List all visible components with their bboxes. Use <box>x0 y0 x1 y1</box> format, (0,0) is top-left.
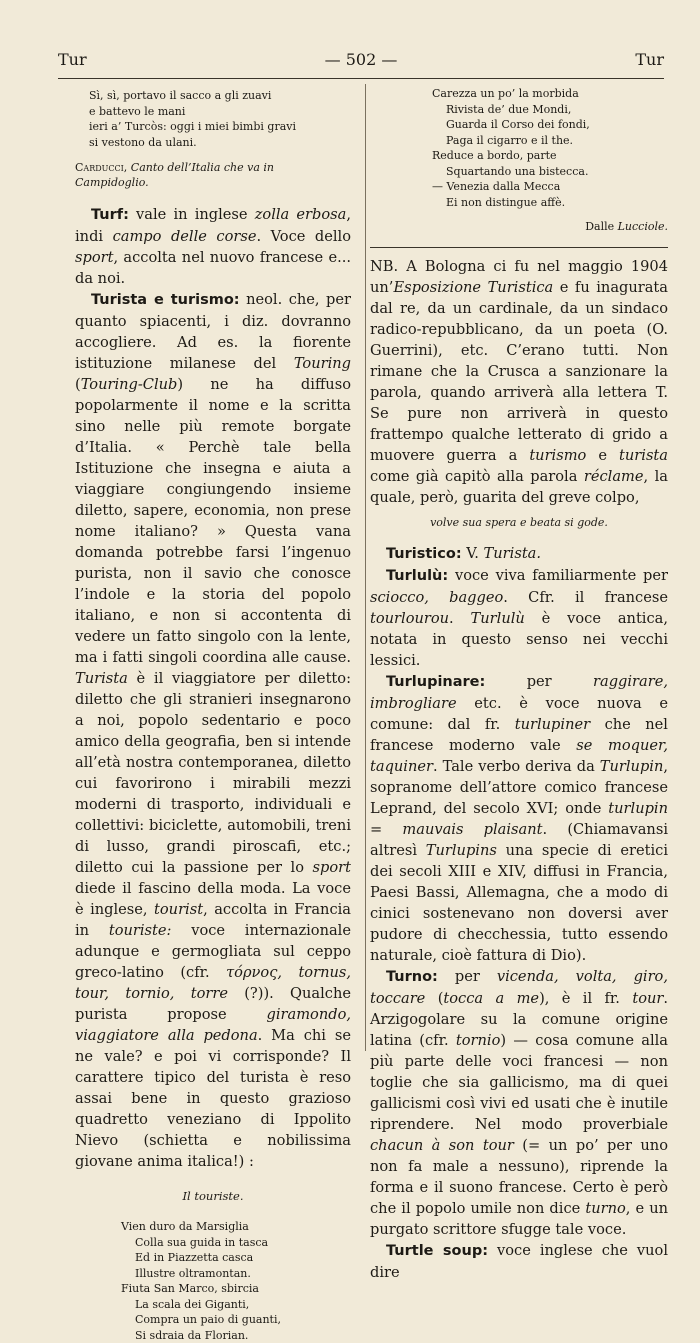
entry-text: per <box>438 968 497 985</box>
entry-text: è voce antica, notata in questo senso nei vecchi lessici. <box>370 610 668 669</box>
poem-line: Compra un paio di guanti, <box>121 1312 351 1328</box>
page-number: — 502 — <box>58 50 664 69</box>
entry-italic: vicenda, volta, giro, toccare <box>370 968 668 1007</box>
entry-italic: se moquer, taquiner <box>370 737 668 775</box>
entry-italic: tocca a me <box>443 990 539 1007</box>
entry-text: . Tale verbo deriva da <box>433 758 600 775</box>
entry-text: una specie di eretici dei secoli XIII e XIV, diffusi in Francia, Paesi Bassi, Allemagna, che a modo di cinici sostenevano non doversi aver pudore di checchessia, tutto essendo naturale, cioè fattura di Dio). <box>370 842 668 964</box>
poem-source-title: Lucciole. <box>618 220 668 233</box>
poem-nievo-continued <box>432 86 668 210</box>
poem-line: — Venezia dalla Mecca <box>432 179 668 195</box>
entry-text: neol. che, per quanto spiacenti, i diz. dovranno accogliere. Ad es. la fiorente istituzione milanese del <box>75 291 351 372</box>
headword: Turno: <box>386 969 438 985</box>
entry-text: come già capitò alla parola <box>370 468 584 485</box>
entry-italic: tornio <box>456 1032 500 1049</box>
poem-title: Il touriste. <box>75 1186 351 1207</box>
poem-line: Fiuta San Marco, sbircia <box>121 1281 351 1297</box>
entry-text: . Ma chi se ne vale? e poi vi corrisponde? Il carattere tipico del turista è reso assai bene in questo grazioso quadretto veneziano di Ippolito Nievo (schietta e nobilissima giovane anima italica!) : <box>75 1027 351 1170</box>
entry-italic: giramondo, viaggiatore alla pedona <box>75 1006 351 1044</box>
entry-text: . Voce dello <box>256 228 351 245</box>
entry-text: , e un purgato scrittore sfugge tale voce. <box>370 1200 668 1238</box>
poem-line: Colla sua guida in tasca <box>121 1235 351 1251</box>
verse-quote <box>89 88 351 150</box>
entry-italic: τόρνος, tornus, tour, tornio, torre <box>75 964 351 1002</box>
poem-line: La scala dei Giganti, <box>121 1297 351 1313</box>
entry-turf <box>75 204 351 289</box>
entry-italic: sciocco, baggeo <box>370 589 503 606</box>
note-nb <box>370 256 668 508</box>
entry-italic: turista <box>619 447 668 464</box>
entry-italic: touriste: <box>109 922 172 939</box>
entry-italic: Turlupin <box>600 758 664 775</box>
verse-line: ieri a’ Turcòs: oggi i miei bimbi gravi <box>89 119 351 135</box>
entry-text: è il viaggiatore per diletto: diletto che gli stranieri insegnarono a noi, popolo sedentario e poco amico della geografia, ben si intende all’età nostra contemporanea, diletto cui favorirono i mirabili mezzi moderni di trasporto, individuali e collettivi: biciclette, automobili, treni di lusso, grandi piroscafi, etc.; diletto cui la passione per lo <box>75 670 351 876</box>
poem-line: Squartando una bistecca. <box>432 164 668 180</box>
entry-italic: Turista <box>75 670 128 687</box>
entry-text: , sopranome dell’attore comico francese Leprand, del secolo XVI; onde <box>370 758 668 817</box>
entry-text: voce viva familiarmente per <box>448 567 668 584</box>
entry-turlulu <box>370 565 668 671</box>
entry-italic: Esposizione Turistica <box>393 279 553 296</box>
entry-text: ) ne ha diffuso popolarmente il nome e la scritta sino nelle più remote borgate d’Italia. « Perchè tale bella Istituzione che insegna e aiuta a viaggiare congiungendo insieme diletto, sapere, economia, non prese nome italiano? » Questa vana domanda potrebbe farsi l’ingenuo purista, non il savio che conosce l’indole e la storia del popolo italiano, e non si accontenta di vedere un fatto singolo con la lente, ma i fatti singoli coordina alle cause. <box>75 376 351 666</box>
poem-line: Vien duro da Marsiglia <box>121 1219 351 1235</box>
headword: Turf: <box>91 207 129 223</box>
verse-line: si vestono da ulani. <box>89 135 351 151</box>
entry-text: voce inglese che vuol dire <box>370 1242 668 1281</box>
entry-text: V. <box>462 545 484 562</box>
poem-line: Ei non distingue affè. <box>432 195 668 211</box>
section-rule <box>370 247 668 248</box>
entry-italic: turlupiner <box>515 716 590 733</box>
entry-text: . (Chiamavansi altresì <box>370 821 668 859</box>
entry-text: ( <box>75 376 81 393</box>
poem-source-prefix: Dalle <box>585 220 617 233</box>
entry-italic: turlupin = mauvais plaisant <box>370 800 668 838</box>
entry-italic: Turista. <box>484 545 541 562</box>
entry-italic: Touring-Club <box>81 376 178 393</box>
entry-text: , accolta in Francia in <box>75 901 351 939</box>
entry-italic: Turlulù <box>471 610 525 627</box>
entry-text: che nel francese moderno vale <box>370 716 668 754</box>
entry-text: . <box>449 610 471 627</box>
entry-text: , accolta nel nuovo francese e... da noi. <box>75 249 351 287</box>
entry-text: ) — cosa comune alla più parte delle voci francesi — non toglie che sia gallicismo, ma di quei gallicismi così vivi ed usati che è inutile riprendere. Nel modo proverbiale <box>370 1032 668 1133</box>
entry-italic: tourist <box>154 901 203 918</box>
headword: Turtle soup: <box>386 1243 488 1259</box>
entry-turlupinare <box>370 671 668 966</box>
entry-italic: réclame <box>584 468 644 485</box>
entry-italic: tour <box>632 990 663 1007</box>
verse-line: Sì, sì, portavo il sacco a gli zuavi <box>89 88 351 104</box>
entry-text: etc. è voce nuova e comune: dal fr. <box>370 695 668 733</box>
entry-text: . Arzigogolare su la comune origine latina (cfr. <box>370 990 668 1049</box>
entry-text: e <box>586 447 619 464</box>
entry-italic: tourlourou <box>370 610 449 627</box>
poem-line: Paga il cigarro e il the. <box>432 133 668 149</box>
header-left-word: Tur <box>58 50 87 69</box>
entry-text: voce internazionale adunque e germogliata sul ceppo greco-latino (cfr. <box>75 922 351 981</box>
citation-work: Canto dell’Italia che va in Campidoglio. <box>75 161 274 189</box>
verse-line: e battevo le mani <box>89 104 351 120</box>
citation-author: Carducci, <box>75 161 127 174</box>
poem-nievo <box>121 1219 351 1343</box>
headword: Turista e turismo: <box>91 292 240 308</box>
entry-italic: Touring <box>294 355 351 372</box>
entry-italic: sport <box>313 859 351 876</box>
verse-citation <box>75 160 351 190</box>
entry-text: NB. A Bologna ci fu nel maggio 1904 un’ <box>370 258 668 296</box>
entry-text: (= un po’ per uno non fa male a nessuno), riprende la forma e il suono francese. Certo è però che il popolo umile non dice <box>370 1137 668 1217</box>
entry-text: vale in inglese <box>129 206 255 223</box>
entry-italic: sport <box>75 249 113 266</box>
poem-line: Ed in Piazzetta casca <box>121 1250 351 1266</box>
headword: Turistico: <box>386 546 462 562</box>
poem-line: Guarda il Corso dei fondi, <box>432 117 668 133</box>
poem-source <box>370 216 668 237</box>
headword: Turlulù: <box>386 568 448 584</box>
entry-text: , la quale, però, guarita del greve colpo, <box>370 468 668 506</box>
entry-text: e fu inagurata dal re, da un cardinale, da un sindaco radico-repubblicano, da un poeta (O. Guerrini), etc. C’erano tutti. Non rimane che la Crusca a sanzionare la parola, quando arriverà alla lettera T. Se pure non arriverà in questo frattempo qualche letterato di grido a muovere guerra a <box>370 279 668 464</box>
entry-text: diede il fascino della moda. La voce è inglese, <box>75 880 351 918</box>
nb-quote: volve sua spera e beata si gode. <box>370 512 668 533</box>
entry-turtle-soup <box>370 1240 668 1283</box>
entry-turista <box>75 289 351 1172</box>
entry-italic: campo delle corse <box>113 228 257 245</box>
header-right-word: Tur <box>635 50 664 69</box>
entry-text: , indi <box>75 206 351 245</box>
entry-turno <box>370 966 668 1240</box>
headword: Turlupinare: <box>386 674 485 690</box>
entry-italic: zolla erbosa <box>255 206 347 223</box>
entry-text: ), è il fr. <box>539 990 632 1007</box>
poem-line: Si sdraia da Florian. <box>121 1328 351 1343</box>
entry-text: (?)). Qualche purista propose <box>75 985 351 1023</box>
entry-italic: Turlupins <box>426 842 497 859</box>
entry-text: . Cfr. il francese <box>503 589 668 606</box>
entry-text: ( <box>425 990 443 1007</box>
column-separator <box>365 84 366 1051</box>
entry-italic: turno <box>585 1200 625 1217</box>
entry-turistico <box>370 543 668 565</box>
entry-italic: chacun à son tour <box>370 1137 514 1154</box>
poem-line: Illustre oltramontan. <box>121 1266 351 1282</box>
left-column <box>75 86 351 1343</box>
running-header <box>58 50 664 72</box>
entry-italic: turismo <box>529 447 586 464</box>
header-rule <box>58 78 664 79</box>
entry-italic: raggirare, imbrogliare <box>370 673 668 712</box>
poem-line: Reduce a bordo, parte <box>432 148 668 164</box>
entry-text: per <box>485 673 593 690</box>
poem-line: Carezza un po’ la morbida <box>432 86 668 102</box>
poem-line: Rivista de’ due Mondi, <box>432 102 668 118</box>
right-column <box>370 86 668 1283</box>
